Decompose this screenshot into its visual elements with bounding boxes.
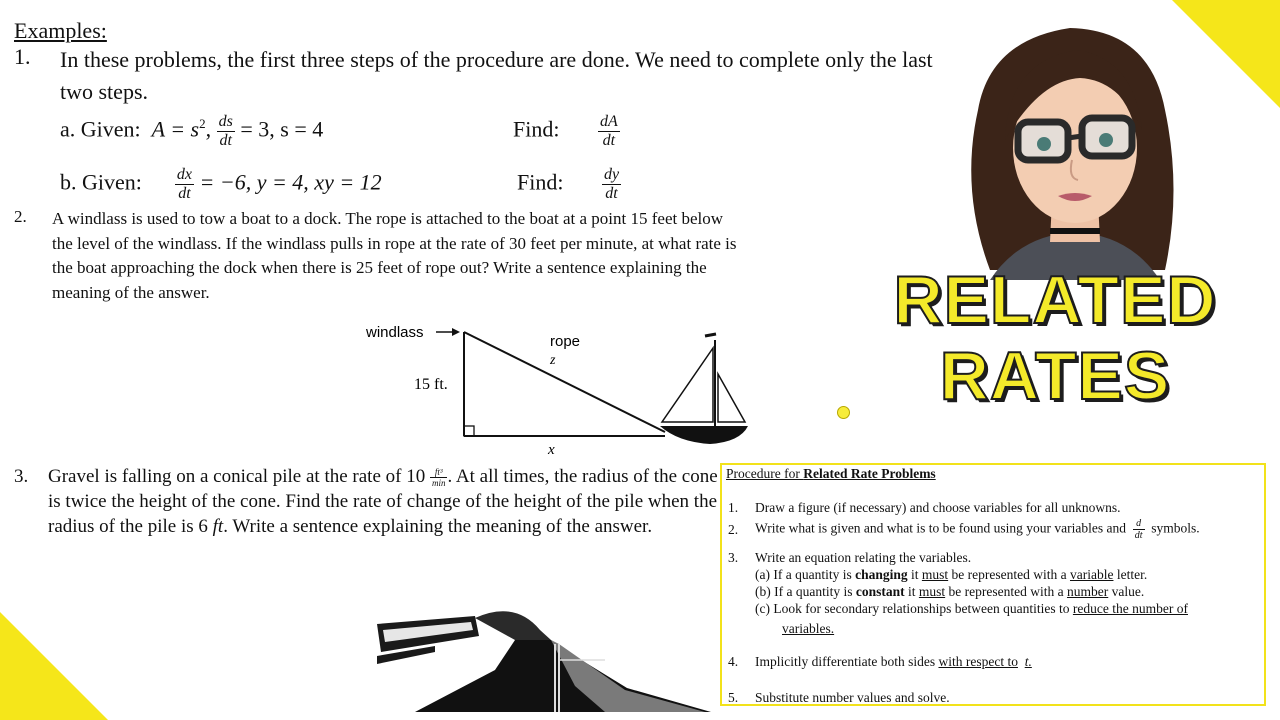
procedure-step-3b bbox=[755, 584, 1144, 600]
examples-heading: Examples: bbox=[14, 18, 107, 43]
problem-3-text-before: Gravel is falling on a conical pile at the rate of 10 bbox=[48, 466, 426, 487]
step-3a-underline-1: must bbox=[921, 567, 949, 582]
procedure-step-3-number: 3. bbox=[728, 550, 739, 565]
procedure-step-2-part2: symbols. bbox=[1151, 520, 1200, 536]
procedure-step-3a bbox=[755, 567, 1147, 583]
pointer-dot bbox=[837, 406, 850, 419]
frac-numerator: dx bbox=[176, 166, 192, 183]
problem-2-number: 2. bbox=[14, 207, 27, 226]
step-3b-text-3: be represented with a bbox=[945, 584, 1067, 599]
step-3a-text-1: (a) If a quantity is bbox=[755, 567, 856, 582]
procedure-step-5: Substitute number values and solve. bbox=[755, 690, 950, 705]
frac-denominator: dt bbox=[602, 132, 616, 149]
frac-numerator: dA bbox=[599, 113, 618, 130]
right-angle-mark bbox=[464, 426, 474, 436]
frac-denominator: dt bbox=[1134, 530, 1143, 541]
height-label: 15 ft. bbox=[414, 376, 448, 393]
problem-3-rate-frac bbox=[430, 467, 448, 488]
step-3b-text-2: it bbox=[904, 584, 919, 599]
frac-numerator: dy bbox=[603, 166, 620, 183]
problem-3-number: 3. bbox=[14, 466, 29, 487]
step-4-variable: t. bbox=[1024, 654, 1032, 669]
problem-1a-find-frac bbox=[598, 113, 620, 150]
step-3a-underline-2: variable bbox=[1069, 567, 1114, 582]
step-3a-bold: changing bbox=[855, 567, 908, 582]
problem-1a-eq-part2: = 3, s = 4 bbox=[240, 116, 324, 142]
problem-1a-eq-part1: A = s bbox=[151, 116, 200, 142]
step-3b-text-1: (b) If a quantity is bbox=[755, 584, 856, 599]
problem-1a-label: a. Given: bbox=[60, 116, 141, 142]
frac-numerator: d bbox=[1133, 518, 1145, 530]
step-3b-text-4: value. bbox=[1108, 584, 1145, 599]
presenter-avatar bbox=[960, 20, 1190, 280]
problem-1a-find bbox=[513, 113, 620, 150]
z-label: z bbox=[550, 353, 556, 368]
problem-1b-given bbox=[60, 166, 382, 203]
procedure-step-4 bbox=[755, 654, 1032, 670]
problem-1a-frac bbox=[217, 113, 235, 150]
rope-label: rope bbox=[550, 333, 581, 350]
problem-1b-find-label: Find: bbox=[517, 169, 564, 195]
frac-denominator: dt bbox=[178, 185, 191, 202]
frac-numerator: ds bbox=[218, 113, 233, 130]
procedure-title-prefix: Procedure for bbox=[726, 466, 804, 481]
procedure-step-1-number: 1. bbox=[728, 500, 739, 515]
problem-1-text: In these problems, the first three steps of the procedure are done. We need to complete only the last two steps. bbox=[60, 47, 933, 104]
problem-1a-exponent: 2 bbox=[199, 116, 206, 132]
frac-denominator: dt bbox=[219, 132, 232, 149]
frac-denominator: min bbox=[431, 478, 446, 489]
procedure-step-2-frac bbox=[1133, 518, 1145, 541]
problem-1b-eq: = −6, y = 4, xy = 12 bbox=[199, 169, 382, 195]
windlass-arrowhead bbox=[452, 328, 460, 336]
procedure-step-5-number: 5. bbox=[728, 690, 739, 705]
procedure-title-bold: Related Rate Problems bbox=[803, 466, 936, 481]
title-line-1: RELATED bbox=[893, 262, 1217, 338]
procedure-step-2-number: 2. bbox=[728, 522, 739, 537]
procedure-step-3: Write an equation relating the variables. bbox=[755, 550, 972, 565]
problem-1b-find-frac bbox=[602, 166, 621, 203]
step-3a-text-4: letter. bbox=[1113, 567, 1148, 582]
sailboat-icon bbox=[660, 334, 748, 444]
problem-1a-find-label: Find: bbox=[513, 116, 560, 142]
problem-2-text: A windlass is used to tow a boat to a dock. The rope is attached to the boat at a point 15 feet below the level of the windlass. If the windlass pulls in rope at the rate of 30 feet per minute, at what rate is the boat approaching the dock when there is 25 feet of rope out? Write a sentence explaining the meaning of the answer. bbox=[52, 209, 737, 302]
x-label: x bbox=[548, 442, 555, 458]
step-3a-text-2: it bbox=[907, 567, 922, 582]
step-3b-bold: constant bbox=[855, 584, 905, 599]
frac-denominator: dt bbox=[605, 185, 618, 202]
frac-numerator: ft³ bbox=[430, 467, 448, 478]
step-3b-underline-2: number bbox=[1066, 584, 1109, 599]
step-3a-text-3: be represented with a bbox=[948, 567, 1070, 582]
procedure-step-2 bbox=[755, 518, 1200, 541]
problem-1a-given: a. Given: $A = s^2$, $\frac{ds}{dt}$ = 3, s = 4 bbox=[60, 113, 324, 149]
step-4-text: Implicitly differentiate both sides bbox=[755, 654, 939, 669]
step-3c-underline: reduce the number of bbox=[1072, 601, 1188, 616]
procedure-title bbox=[726, 466, 936, 482]
problem-3-radius-unit: ft bbox=[212, 516, 224, 537]
windlass-diagram bbox=[360, 318, 760, 458]
problem-1b-label: b. Given: bbox=[60, 169, 142, 195]
procedure-step-4-number: 4. bbox=[728, 654, 739, 669]
gravel-conveyor-image bbox=[375, 600, 715, 715]
procedure-step-1: Draw a figure (if necessary) and choose variables for all unknowns. bbox=[755, 500, 1121, 515]
windlass-label: windlass bbox=[366, 324, 424, 341]
procedure-step-3c bbox=[755, 601, 1188, 617]
problem-3-text-mid: . At all times, the radius of the cone is twice the height of the cone. Find the rate of change of the height of the pile when the radius of the pile is 6 bbox=[48, 466, 718, 537]
problem-1b-find bbox=[517, 166, 621, 203]
corner-triangle-bottom-left bbox=[0, 612, 108, 720]
problem-1b-frac bbox=[175, 166, 194, 203]
problem-3-text bbox=[48, 464, 718, 539]
title-line-2: RATES bbox=[939, 338, 1171, 414]
procedure-step-2-part1: Write what is given and what is to be found using your variables and bbox=[755, 520, 1126, 536]
step-3b-underline-1: must bbox=[918, 584, 946, 599]
step-4-underline: with respect to bbox=[938, 654, 1018, 669]
step-3c-text: (c) Look for secondary relationships between quantities to bbox=[755, 601, 1073, 616]
procedure-step-3c-cont: variables. bbox=[782, 621, 835, 636]
problem-1-number: 1. bbox=[14, 44, 31, 69]
problem-3-text-after: . Write a sentence explaining the meaning of the answer. bbox=[223, 516, 653, 537]
